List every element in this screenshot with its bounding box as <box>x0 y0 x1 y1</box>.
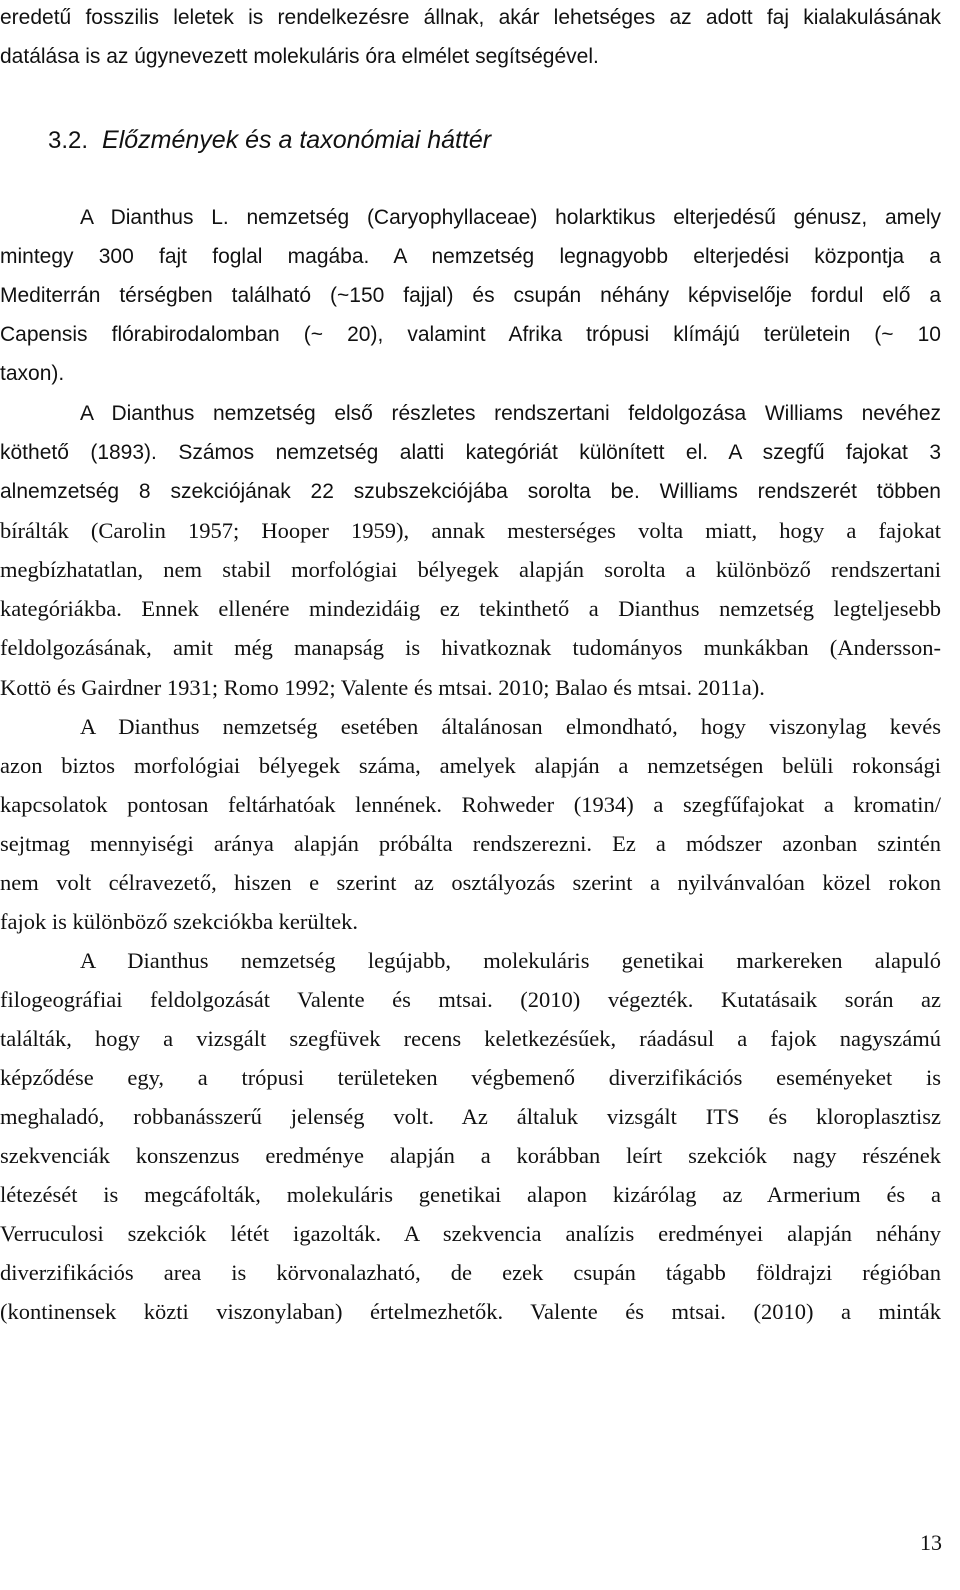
intro-line-2: datálása is az úgynevezett molekuláris óra elmélet segítségével. <box>0 45 599 68</box>
paragraph-1-line-2: mintegy 300 fajt foglal magába. A nemzetség legnagyobb elterjedési központja a <box>0 245 941 268</box>
paragraph-4-line-8: Verruculosi szekciók létét igazolták. A szekvencia analízis eredményei alapján néhány <box>0 1221 941 1246</box>
paragraph-4-line-4: képződése egy, a trópusi területeken végbemenő diverzifikációs eseményeket is <box>0 1065 941 1090</box>
paragraph-2-line-1: A Dianthus nemzetség első részletes rendszertani feldolgozása Williams nevéhez <box>80 402 941 425</box>
paragraph-3-line-6: fajok is különböző szekciókba kerültek. <box>0 909 359 934</box>
section-number: 3.2. <box>48 127 89 154</box>
paragraph-1-line-1: A Dianthus L. nemzetség (Caryophyllaceae) holarktikus elterjedésű génusz, amely <box>80 206 941 229</box>
paragraph-2-line-7: feldolgozásának, amit még manapság is hivatkoznak tudományos munkákban (Andersson- <box>0 635 941 660</box>
paragraph-4-line-6: szekvenciák konszenzus eredménye alapján a korábban leírt szekciók nagy részének <box>0 1143 941 1168</box>
section-heading <box>48 124 491 157</box>
paragraph-2-line-6: kategóriákba. Ennek ellenére mindezidáig ez tekinthető a Dianthus nemzetség legteljesebb <box>0 596 941 621</box>
paragraph-3-line-5: nem volt célravezető, hiszen e szerint az osztályozás szerint a nyilvánvalóan közel rokon <box>0 870 941 895</box>
paragraph-3-line-4: sejtmag mennyiségi aránya alapján próbálta rendszerezni. Ez a módszer azonban szintén <box>0 831 941 856</box>
paragraph-2-line-4: bírálták (Carolin 1957; Hooper 1959), annak mesterséges volta miatt, hogy a fajokat <box>0 518 941 543</box>
paragraph-1-line-3: Mediterrán térségben található (~150 fajjal) és csupán néhány képviselője fordul elő a <box>0 284 941 307</box>
intro-line-1: eredetű fosszilis leletek is rendelkezésre állnak, akár lehetséges az adott faj kialakulásának <box>0 6 941 29</box>
section-title: Előzmények és a taxonómiai háttér <box>102 126 492 154</box>
paragraph-4-line-5: meghaladó, robbanásszerű jelenség volt. Az általuk vizsgált ITS és kloroplasztisz <box>0 1104 941 1129</box>
paragraph-3-line-3: kapcsolatok pontosan feltárhatóak lennének. Rohweder (1934) a szegfűfajokat a kromatin/ <box>0 792 941 817</box>
paragraph-4-line-10: (kontinensek közti viszonylaban) értelmezhetők. Valente és mtsai. (2010) a minták <box>0 1299 941 1324</box>
page-number: 13 <box>920 1530 942 1555</box>
paragraph-4-line-3: találták, hogy a vizsgált szegfüvek recens keletkezésűek, ráadásul a fajok nagyszámú <box>0 1026 941 1051</box>
paragraph-1-line-5: taxon). <box>0 362 65 385</box>
paragraph-4-line-7: létezését is megcáfolták, molekuláris genetikai alapon kizárólag az Armerium és a <box>0 1182 941 1207</box>
paragraph-2-line-3: alnemzetség 8 szekciójának 22 szubszekciójába sorolta be. Williams rendszerét többen <box>0 480 941 503</box>
paragraph-1-line-4: Capensis flórabirodalomban (~ 20), valamint Afrika trópusi klímájú területein (~ 10 <box>0 323 941 346</box>
paragraph-2-line-2: köthető (1893). Számos nemzetség alatti kategóriát különített el. A szegfű fajokat 3 <box>0 441 941 464</box>
paragraph-3-line-1: A Dianthus nemzetség esetében általánosan elmondható, hogy viszonylag kevés <box>80 714 941 739</box>
paragraph-2-line-5: megbízhatatlan, nem stabil morfológiai bélyegek alapján sorolta a különböző rendszertani <box>0 557 941 582</box>
paragraph-4-line-1: A Dianthus nemzetség legújabb, molekuláris genetikai markereken alapuló <box>80 948 941 973</box>
paragraph-3-line-2: azon biztos morfológiai bélyegek száma, amelyek alapján a nemzetségen belüli rokonsági <box>0 753 941 778</box>
paragraph-4-line-2: filogeográfiai feldolgozását Valente és mtsai. (2010) végezték. Kutatásaik során az <box>0 987 941 1012</box>
paragraph-2-line-8: Kottö és Gairdner 1931; Romo 1992; Valente és mtsai. 2010; Balao és mtsai. 2011a). <box>0 675 765 700</box>
paragraph-4-line-9: diverzifikációs area is körvonalazható, de ezek csupán tágabb földrajzi régióban <box>0 1260 941 1285</box>
